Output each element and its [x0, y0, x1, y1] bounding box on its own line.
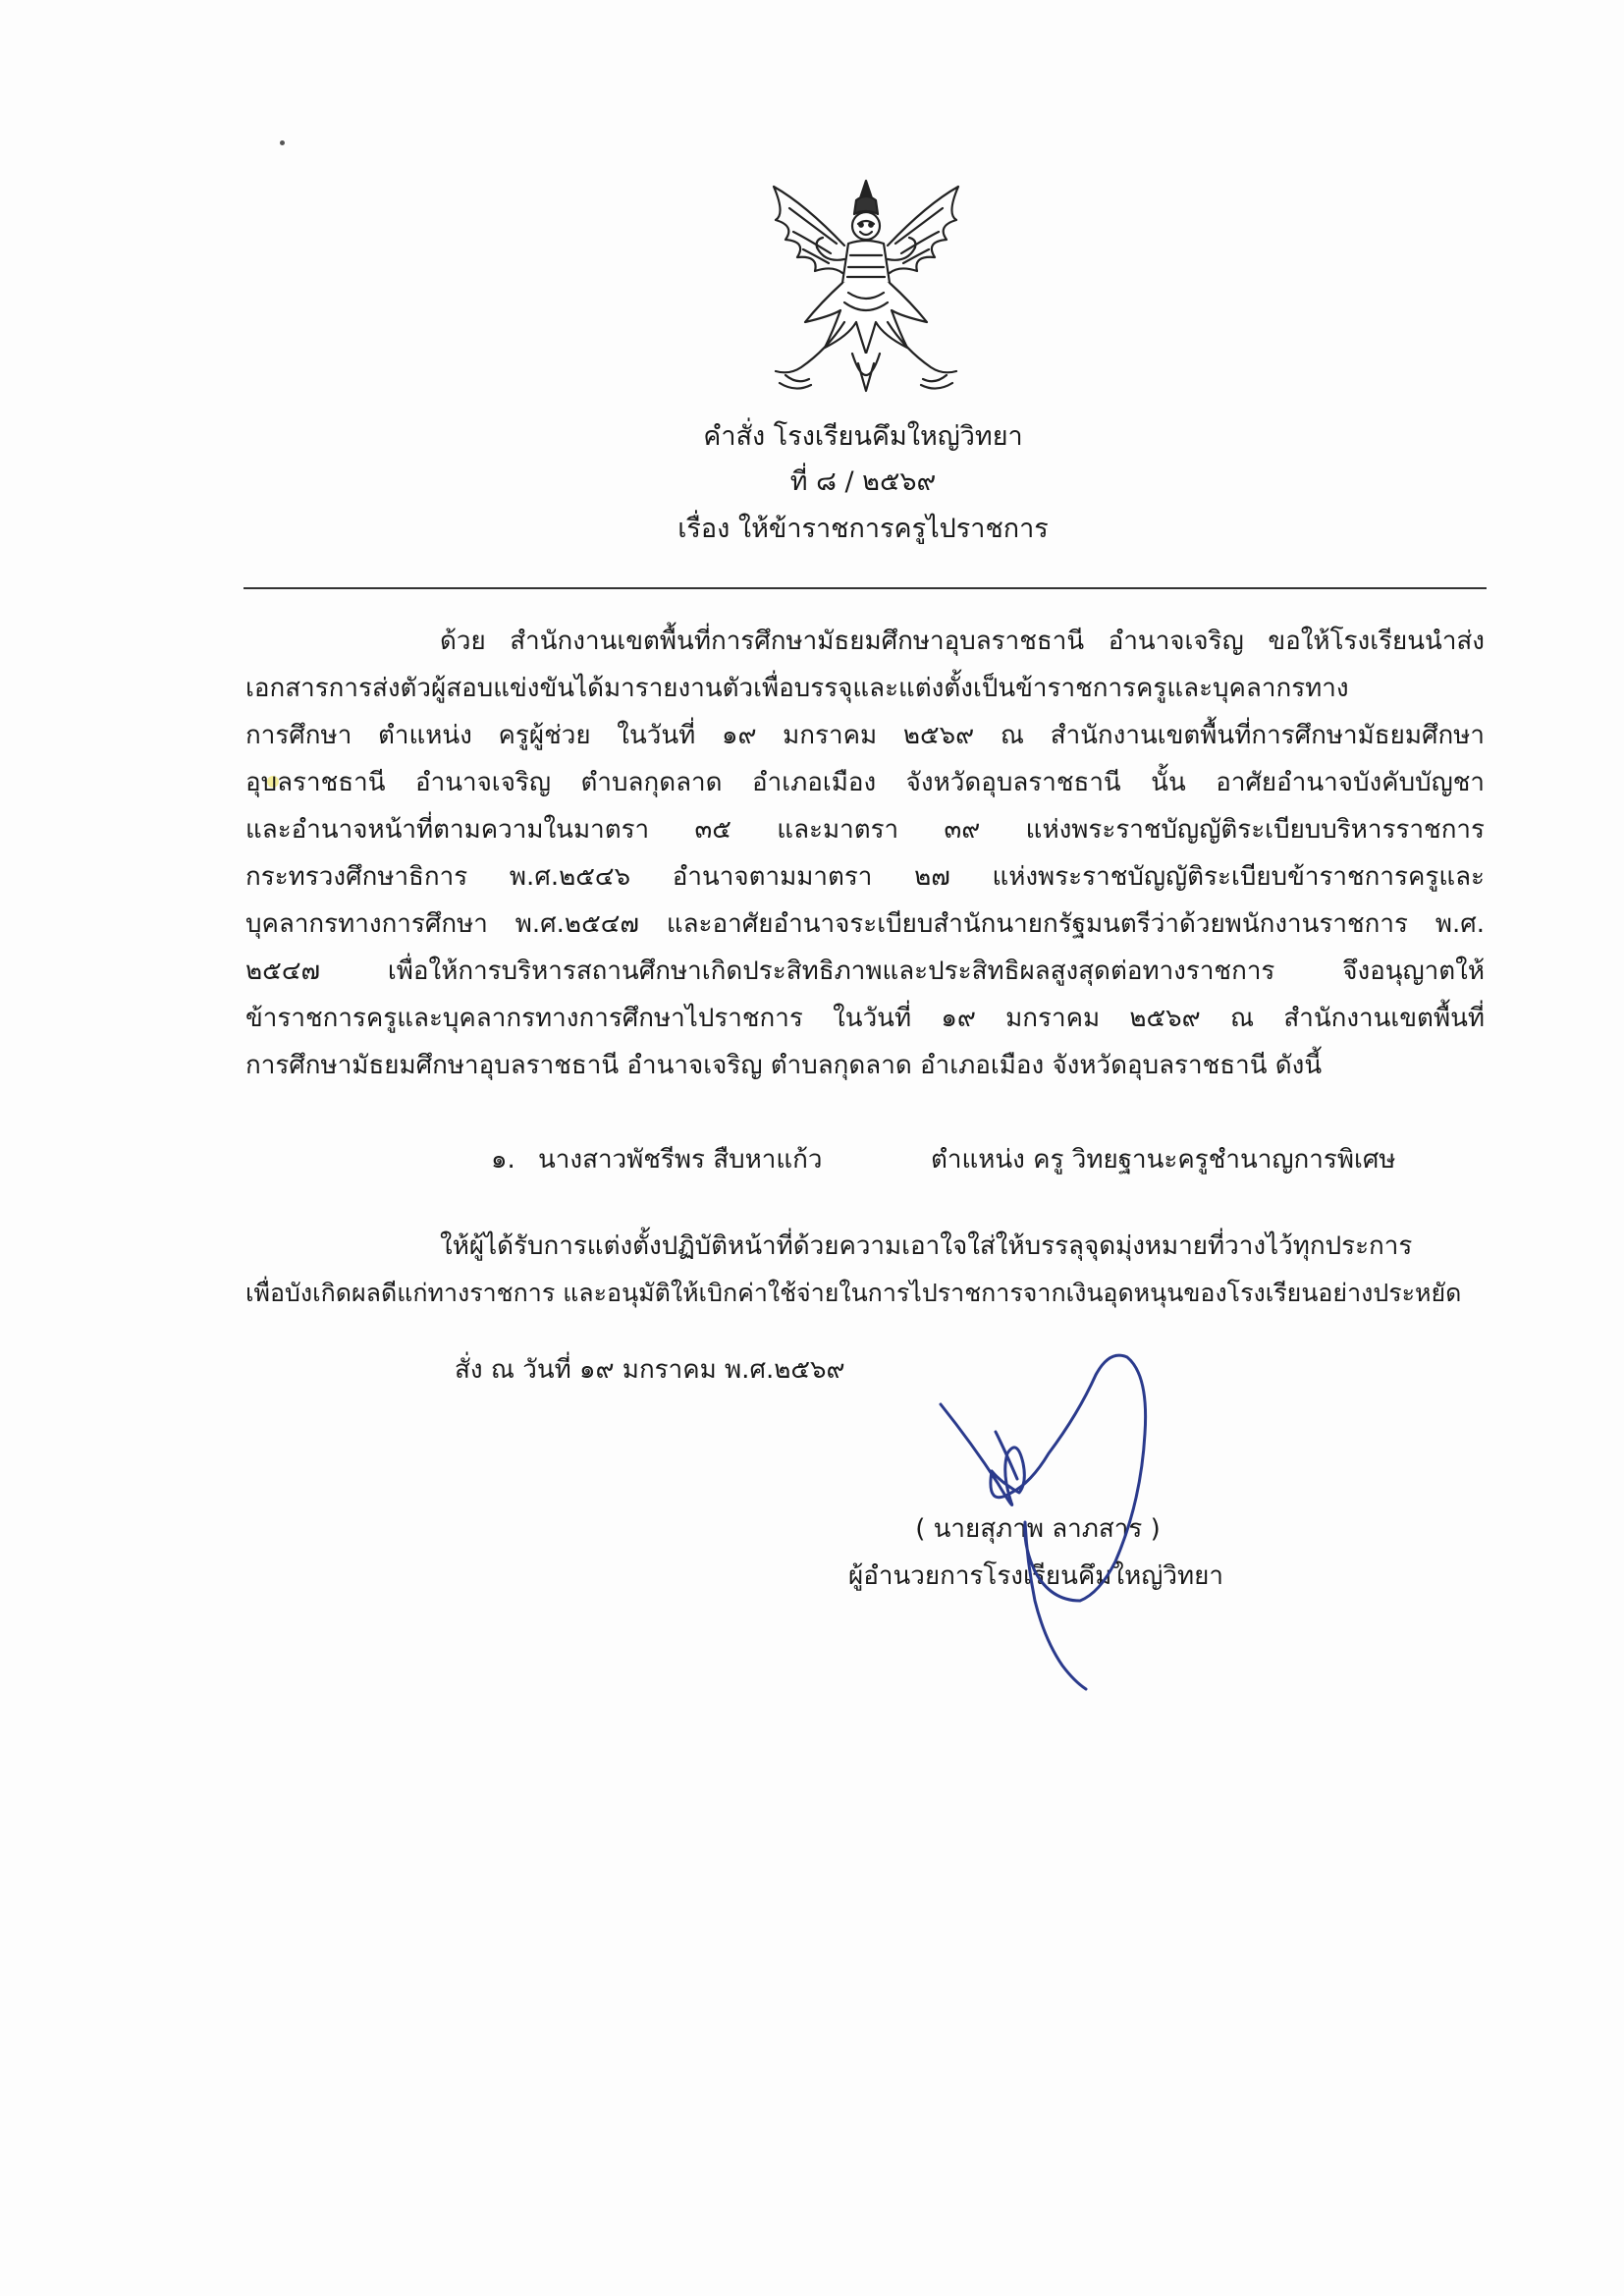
paragraph-1-line: เอกสารการส่งตัวผู้สอบแข่งขันได้มารายงานตัวเพื่อบรรจุและแต่งตั้งเป็นข้าราชการครูและบุคลากรทาง — [245, 674, 1349, 703]
paragraph-1-line: ๒๕๔๗ เพื่อให้การบริหารสถานศึกษาเกิดประสิทธิภาพและประสิทธิผลสูงสุดต่อทางราชการ จึงอนุญาตให้ — [245, 957, 1485, 986]
paragraph-1-line: อุบลราชธานี อำนาจเจริญ ตำบลกุดลาด อำเภอเมือง จังหวัดอุบลราชธานี นั้น อาศัยอำนาจบังคับบัญชา — [245, 768, 1485, 797]
paragraph-2-line: ให้ผู้ได้รับการแต่งตั้งปฏิบัติหน้าที่ด้วยความเอาใจใส่ให้บรรลุจุดมุ่งหมายที่วางไว้ทุกประการ — [440, 1231, 1413, 1261]
paragraph-1-line: ข้าราชการครูและบุคลากรทางการศึกษาไปราชการ ในวันที่ ๑๙ มกราคม ๒๕๖๙ ณ สำนักงานเขตพื้นที่ — [245, 1004, 1485, 1033]
signer-title: ผู้อำนวยการโรงเรียนคึมใหญ่วิทยา — [848, 1561, 1223, 1591]
scan-speck — [280, 140, 285, 145]
list-item-position: ตำแหน่ง ครู วิทยฐานะครูชำนาญการพิเศษ — [931, 1145, 1396, 1175]
header-divider — [244, 587, 1487, 589]
list-item-number: ๑. — [491, 1145, 515, 1175]
order-number: ที่ ๘ / ๒๕๖๙ — [789, 466, 937, 497]
paragraph-1-line: การศึกษา ตำแหน่ง ครูผู้ช่วย ในวันที่ ๑๙ มกราคม ๒๕๖๙ ณ สำนักงานเขตพื้นที่การศึกษามัธยมศึกษา — [245, 721, 1485, 750]
handwritten-signature — [933, 1336, 1208, 1728]
order-heading: คำสั่ง โรงเรียนคึมใหญ่วิทยา — [703, 421, 1023, 452]
paragraph-2-line: เพื่อบังเกิดผลดีแก่ทางราชการ และอนุมัติให้เบิกค่าใช้จ่ายในการไปราชการจากเงินอุดหนุนของโรงเรียนอย่างประหยัด — [245, 1279, 1462, 1307]
paragraph-1-line: บุคลากรทางการศึกษา พ.ศ.๒๕๔๗ และอาศัยอำนาจระเบียบสำนักนายกรัฐมนตรีว่าด้วยพนักงานราชการ พ.ศ. — [245, 909, 1485, 939]
order-subject: เรื่อง ให้ข้าราชการครูไปราชการ — [677, 514, 1049, 544]
paragraph-1-line: และอำนาจหน้าที่ตามความในมาตรา ๓๕ และมาตรา ๓๙ แห่งพระราชบัญญัติระเบียบบริหารราชการ — [245, 815, 1485, 845]
list-item-name: นางสาวพัชรีพร สืบหาแก้ว — [538, 1145, 823, 1175]
garuda-emblem-icon — [746, 175, 987, 403]
paragraph-1-line: กระทรวงศึกษาธิการ พ.ศ.๒๕๔๖ อำนาจตามมาตรา ๒๗ แห่งพระราชบัญญัติระเบียบข้าราชการครูและ — [245, 862, 1485, 892]
paragraph-1-line: การศึกษามัธยมศึกษาอุบลราชธานี อำนาจเจริญ ตำบลกุดลาด อำเภอเมือง จังหวัดอุบลราชธานี ดังนี้ — [245, 1051, 1323, 1080]
signer-name: ( นายสุภาพ ลาภสาร ) — [915, 1514, 1161, 1544]
paragraph-1-line: ด้วย สำนักงานเขตพื้นที่การศึกษามัธยมศึกษาอุบลราชธานี อำนาจเจริญ ขอให้โรงเรียนนำส่ง — [440, 627, 1485, 656]
order-date: สั่ง ณ วันที่ ๑๙ มกราคม พ.ศ.๒๕๖๙ — [455, 1355, 845, 1385]
